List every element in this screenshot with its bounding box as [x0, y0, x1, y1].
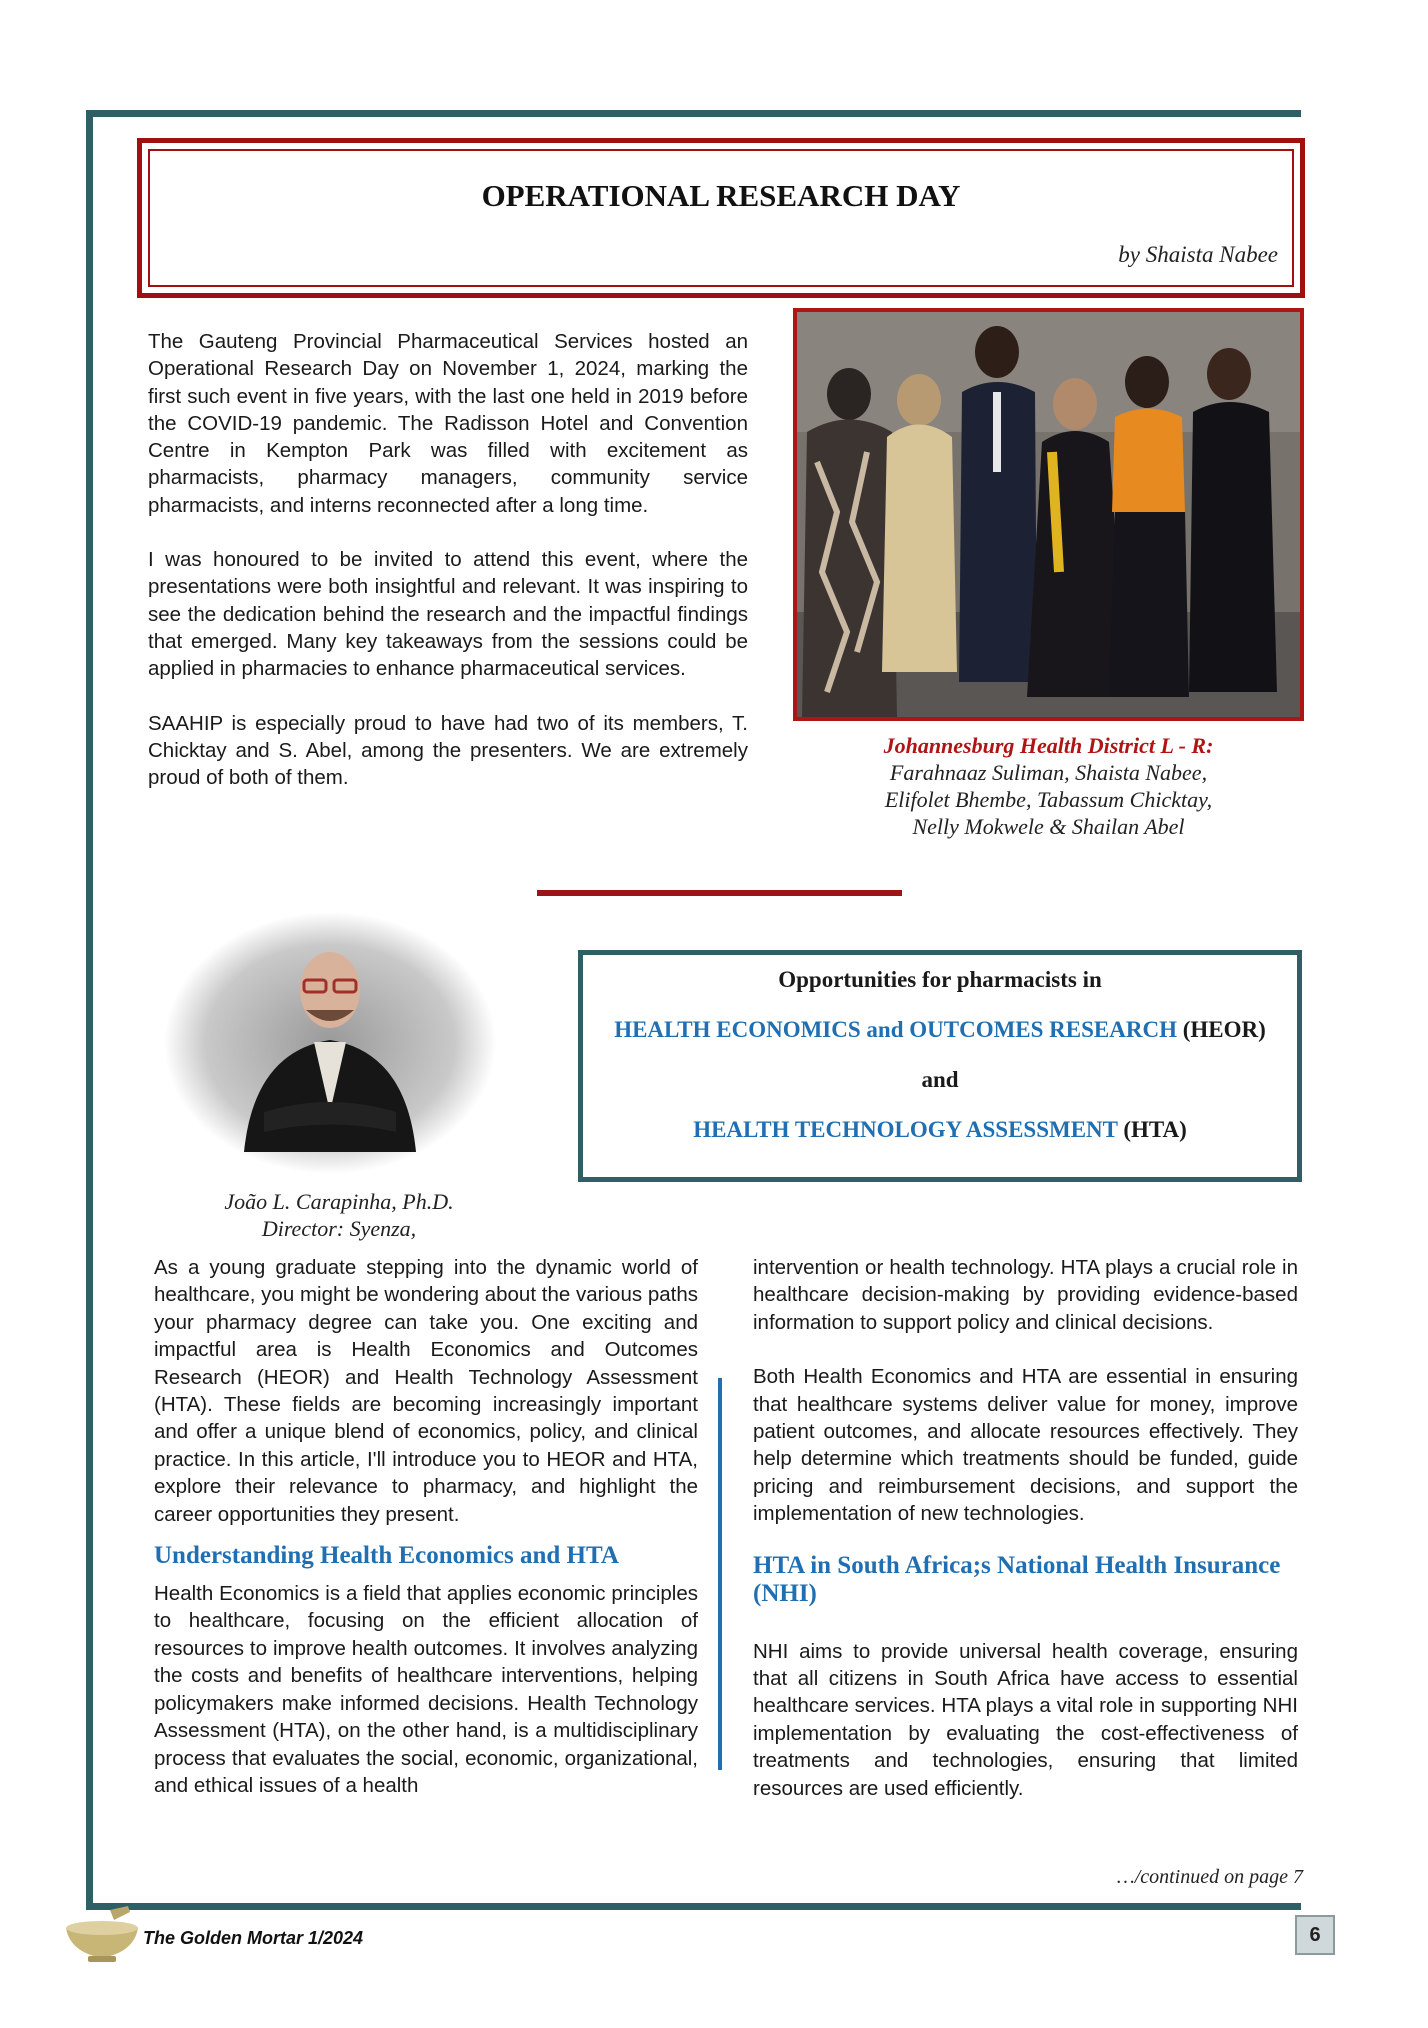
group-photo [793, 308, 1304, 721]
heor-title-box [578, 950, 1302, 1182]
author-name: João L. Carapinha, Ph.D. [224, 1189, 454, 1214]
article2-left-column [154, 1254, 698, 1799]
photo-caption-line: Nelly Mokwele & Shailan Abel [912, 814, 1185, 839]
group-photo-illustration [797, 312, 1300, 717]
page-number: 6 [1295, 1915, 1335, 1955]
author-portrait [164, 912, 496, 1174]
article2-paragraph: Health Economics is a field that applies economic principles to healthcare, focusing on the efficient allocation of resources to improve health outcomes. It involves analyzing the costs and benefits of healthcare interventions, helping policymakers make informed decisions. Health Technology Assessment (HTA), on the other hand, is a multidisciplinary process that evaluates the social, economic, organizational, and ethical issues of a health [154, 1582, 698, 1797]
heor-box-heor-blue: HEALTH ECONOMICS and OUTCOMES RESEARCH [614, 1017, 1177, 1042]
article2-paragraph: Both Health Economics and HTA are essential in ensuring that healthcare systems deliver value for money, improve patient outcomes, and allocate resources effectively. They help determine which treatments should be funded, guide pricing and reimbursement decisions, and support the implementation of new technologies. [753, 1365, 1298, 1526]
title-box [137, 138, 1305, 298]
publication-name: The Golden Mortar 1/2024 [143, 1928, 364, 1948]
section-divider [537, 890, 902, 896]
section-heading-nhi: HTA in South Africa;s National Health Insurance (NHI) [753, 1551, 1281, 1607]
article1-paragraph: SAAHIP is especially proud to have had two of its members, T. Chicktay and S. Abel, among the presenters. We are extremely proud of both of them. [148, 711, 748, 790]
photo-caption-title: Johannesburg Health District L - R: [883, 733, 1214, 758]
mortar-logo-icon [62, 1906, 142, 1964]
heor-box-hta [583, 1117, 1297, 1143]
heor-box-line1: Opportunities for pharmacists in [778, 967, 1102, 992]
heor-box-hta-abbr: (HTA) [1123, 1117, 1187, 1142]
photo-caption-line: Elifolet Bhembe, Tabassum Chicktay, [884, 787, 1213, 812]
page-frame-top [86, 110, 1301, 117]
column-rule [718, 1378, 722, 1770]
author-caption [164, 1188, 514, 1242]
article-byline: by Shaista Nabee [1118, 242, 1278, 267]
author-role: Director: Syenza, [261, 1216, 417, 1241]
article2-paragraph-continued: intervention or health technology. HTA plays a crucial role in healthcare decision-making by providing evidence-based information to support policy and clinical decisions. [753, 1256, 1298, 1334]
article2-paragraph: NHI aims to provide universal health coverage, ensuring that all citizens in South Africa have access to essential healthcare services. HTA plays a vital role in supporting NHI implementation by evaluating the cost-effectiveness of treatments and technologies, ensuring that limited resources are used efficiently. [753, 1639, 1298, 1800]
heor-box-heor-abbr: (HEOR) [1182, 1017, 1266, 1042]
photo-caption-line: Farahnaaz Suliman, Shaista Nabee, [889, 760, 1208, 785]
heor-box-and: and [921, 1067, 959, 1092]
article2-intro: As a young graduate stepping into the dynamic world of healthcare, you might be wondering about the various paths your pharmacy degree can take you. One exciting and impactful area is Health Economics and Outcomes Research (HEOR) and Health Technology Assessment (HTA). These fields are becoming increasingly important and offer a unique blend of economics, policy, and clinical practice. In this article, I'll introduce you to HEOR and HTA, explore their relevance to pharmacy, and highlight the career opportunities they present. [154, 1256, 698, 1526]
continued-note: …/continued on page 7 [1116, 1866, 1303, 1888]
heor-box-hta-blue: HEALTH TECHNOLOGY ASSESSMENT [693, 1117, 1118, 1142]
section-heading-understanding: Understanding Health Economics and HTA [154, 1542, 619, 1570]
heor-box-heor [583, 1017, 1297, 1043]
article1-body [148, 328, 748, 818]
article1-paragraph: The Gauteng Provincial Pharmaceutical Services hosted an Operational Research Day on November 1, 2024, marking the first such event in five years, with the last one held in 2019 before the COVID-19 pandemic. The Radisson Hotel and Convention Centre in Kempton Park was filled with excitement as pharmacists, pharmacy managers, community service pharmacists, and interns reconnected after a long time. [148, 330, 748, 517]
article-title: OPERATIONAL RESEARCH DAY [481, 178, 961, 213]
author-portrait-illustration [164, 912, 496, 1174]
page-frame-bottom [86, 1903, 1301, 1910]
article1-paragraph: I was honoured to be invited to attend this event, where the presentations were both insightful and relevant. It was inspiring to see the dedication behind the research and the impactful findings that emerged. Many key takeaways from the sessions could be applied in pharmacies to enhance pharmaceutical services. [148, 548, 748, 681]
page-frame-left [86, 110, 93, 1910]
photo-caption [793, 732, 1304, 840]
article2-right-column [753, 1254, 1298, 1802]
